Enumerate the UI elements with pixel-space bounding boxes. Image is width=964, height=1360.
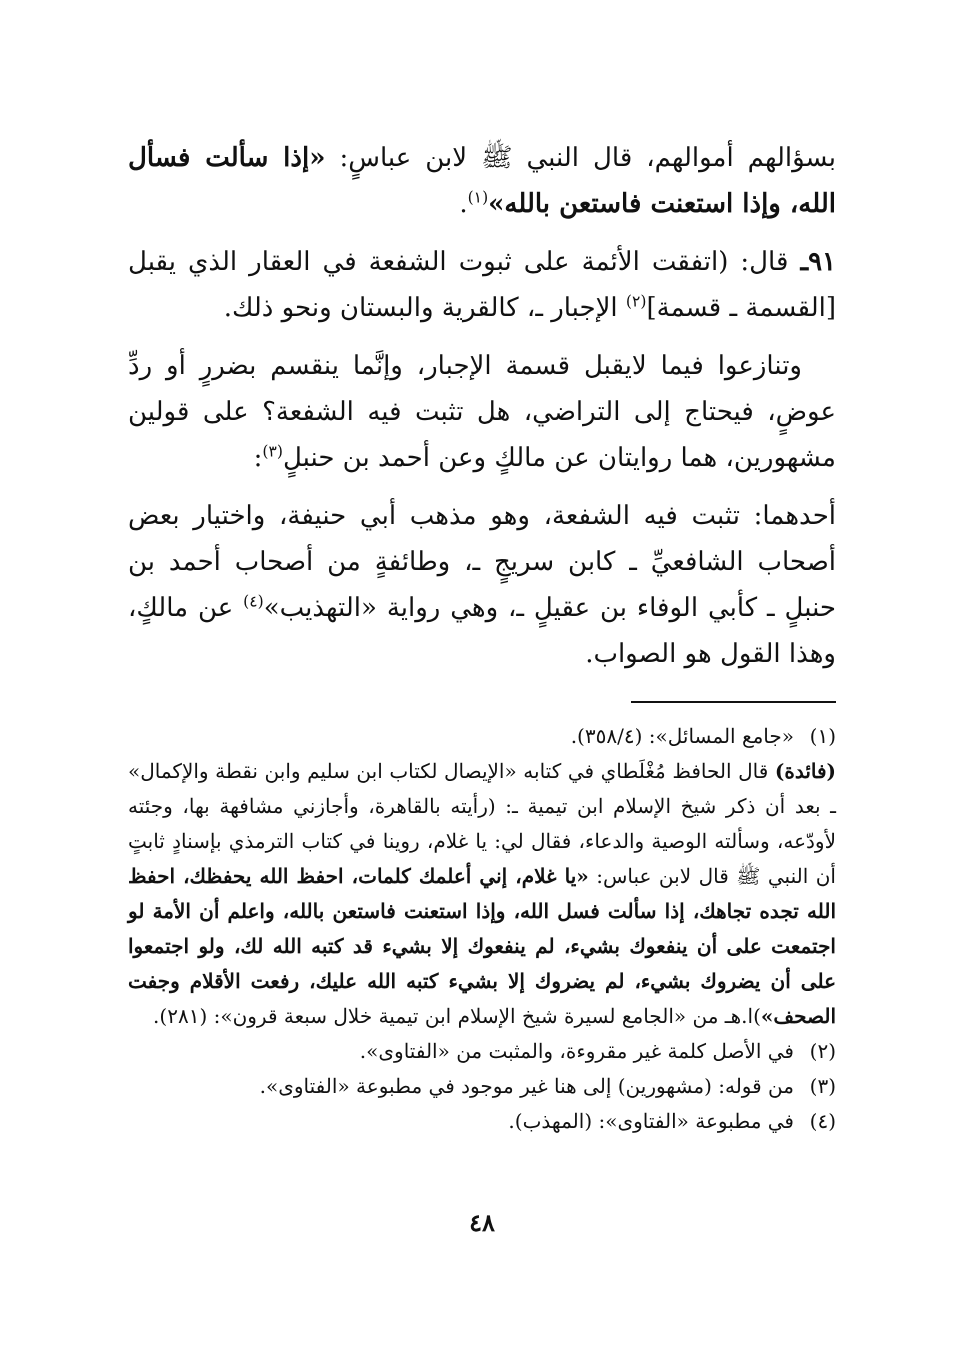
footnote-ref-4[interactable]: (٤) [243, 592, 264, 611]
footnote-ref-2[interactable]: (٢) [625, 292, 647, 311]
footnote-1-continuation [128, 754, 836, 1034]
footnote-number: (٤) [809, 1109, 836, 1133]
footnotes [128, 719, 836, 1139]
paragraph-4-text: أحدهما: تثبت فيه الشفعة، وهو مذهب أبي حنيفة، واختيار بعض أصحاب الشافعيِّ ـ كابن سريجٍ ـ، وطائفةٍ من أصحاب أحمد بن حنبلٍ ـ كأبي الوفاء بن عقيلٍ ـ، وهي رواية «التهذيب» [128, 501, 836, 623]
footnote-body: من قوله: (مشهورين) إلى هنا غير موجود في مطبوعة «الفتاوى». [259, 1074, 794, 1098]
footnote-1-text-a: قال الحافظ مُغْلَطاي في كتابه «الإيصال لكتاب ابن سليم وابن نقطة والإكمال» ـ بعد أن ذكر شيخ الإسلام ابن تيمية ـ: (رأيته بالقاهرة، وأجازني مشافهة بها، وجئته لأودّعه، وسألته الوصية والدعاء، فقال لي: يا غلام، روينا في كتاب الترمذي بإسنادٍ ثابتٍ أن النبي ﷺ قال لابن عباس: [128, 759, 836, 888]
paragraph-2-end: الإجبار ـ، كالقرية والبستان ونحو ذلك. [223, 293, 626, 323]
footnote-body [128, 719, 794, 754]
footnote-body: في مطبوعة «الفتاوى»: (المهذب). [508, 1109, 794, 1133]
paragraph-3-end: : [253, 443, 263, 473]
paragraph-1 [128, 135, 836, 227]
footnote-1-source: «جامع المسائل»: (٣٥٨/٤). [570, 724, 794, 748]
page-number: ٤٨ [469, 1208, 495, 1237]
section-number: ٩١ـ [800, 247, 836, 277]
paragraph-2 [128, 239, 836, 331]
footnote-ref-3[interactable]: (٣) [262, 442, 283, 461]
paragraph-4-end: عن مالكٍ، وهذا القول هو الصواب. [128, 593, 836, 669]
hadith-quote: «إذا سألت فسأل الله، وإذا استعنت فاستعن بالله» [128, 143, 836, 219]
footnote-number: (٣) [809, 1074, 836, 1098]
footnote-separator [631, 701, 836, 703]
footnote-body: في الأصل كلمة غير مقروءة، والمثبت من «الفتاوى». [359, 1039, 794, 1063]
paragraph-3-text: وتنازعوا فيما لايقبل قسمة الإجبار، وإنَّما ينقسم بضررٍ أو ردِّ عوضٍ، فيحتاج إلى التراضي، هل تثبت فيه الشفعة؟ على قولين مشهورين، هما روايتان عن مالكٍ وعن أحمد بن حنبلٍ [128, 351, 836, 473]
footnote-4 [128, 1104, 836, 1139]
footnote-1-text-b: )ا.هـ من «الجامع لسيرة شيخ الإسلام ابن تيمية خلال سبعة قرون»: (٢٨١). [153, 1004, 761, 1028]
paragraph-1-text: بسؤالهم أموالهم، قال النبي ﷺ لابن عباسٍ: [325, 143, 836, 173]
footnote-3 [128, 1069, 836, 1104]
main-text [128, 135, 836, 677]
footnote-2 [128, 1034, 836, 1069]
footnote-1-hadith: «يا غلام، إني أعلمك كلمات، احفظ الله يحفظك، احفظ الله تجده تجاهك، إذا سألت فسل الله، وإذا استعنت فاستعن بالله، واعلم أن الأمة لو اجتمعت على أن ينفعوك بشيء، لم ينفعوك إلا بشيء قد كتبه الله لك، ولو اجتمعوا على أن يضروك بشيء، لم يضروك إلا بشيء كتبه الله عليك، رفعت الأقلام وجفت الصحف» [128, 864, 837, 1028]
paragraph-3 [128, 343, 836, 481]
paragraph-1-end: . [459, 189, 468, 219]
footnote-ref-1[interactable]: (١) [467, 188, 489, 207]
footnote-number: (١) [809, 724, 836, 748]
footnote-number: (٢) [809, 1039, 836, 1063]
footnote-1 [128, 719, 836, 754]
benefit-label: (فائدة) [774, 759, 836, 783]
paragraph-4 [128, 493, 836, 677]
paragraph-2-text: قال: (اتفقت الأئمة على ثبوت الشفعة في العقار الذي يقبل [القسمة ـ قسمة] [128, 247, 836, 323]
page-content [128, 135, 836, 1139]
